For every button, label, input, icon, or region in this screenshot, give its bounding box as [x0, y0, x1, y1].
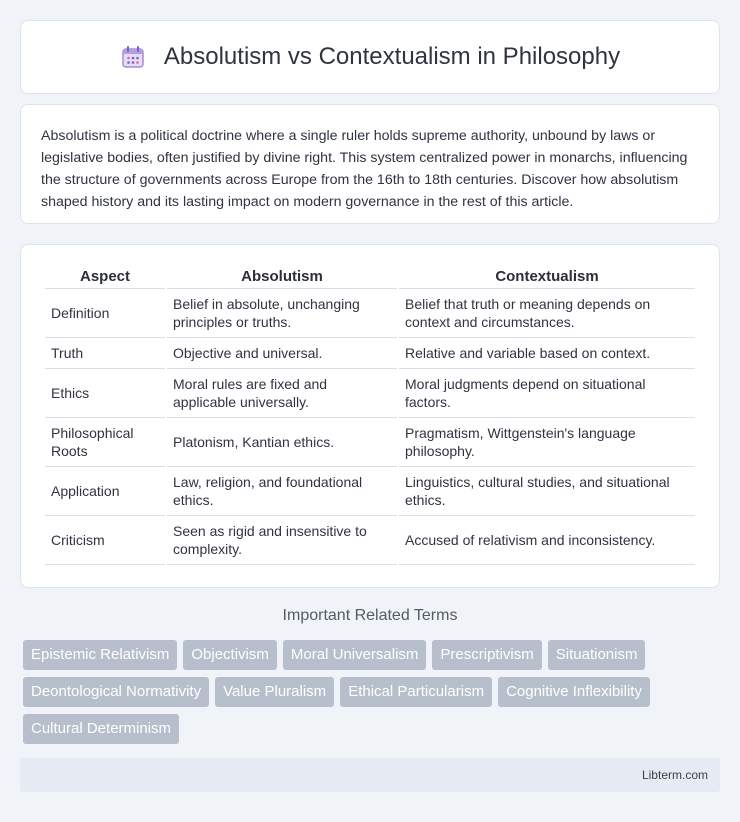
related-term-tag[interactable]: Cultural Determinism — [23, 714, 179, 744]
related-term-tag[interactable]: Objectivism — [183, 640, 277, 670]
cell-contextualism: Accused of relativism and inconsistency. — [399, 516, 695, 565]
cell-contextualism: Belief that truth or meaning depends on context and circumstances. — [399, 289, 695, 338]
related-terms-list — [23, 640, 723, 744]
related-term-tag[interactable]: Value Pluralism — [215, 677, 334, 707]
header-absolutism: Absolutism — [167, 265, 397, 289]
footer-site-link[interactable]: Libterm.com — [641, 768, 708, 782]
header-contextualism: Contextualism — [399, 265, 695, 289]
cell-absolutism: Law, religion, and foundational ethics. — [167, 467, 397, 516]
intro-card — [20, 104, 720, 224]
cell-contextualism: Pragmatism, Wittgenstein's language philosophy. — [399, 418, 695, 467]
cell-aspect: Definition — [45, 289, 165, 338]
cell-aspect: Ethics — [45, 369, 165, 418]
table-row — [45, 418, 695, 467]
cell-aspect: Philosophical Roots — [45, 418, 165, 467]
intro-text: Absolutism is a political doctrine where a single ruler holds supreme authority, unbound by laws or legislative bodies, often justified by divine right. This system centralized power in monarchs, influencing the structure of governments across Europe from the 16th to 18th centuries. Discover how absolutism shaped history and its lasting impact on modern governance in the rest of this article. — [41, 128, 688, 210]
related-term-tag[interactable]: Prescriptivism — [432, 640, 541, 670]
related-term-tag[interactable]: Epistemic Relativism — [23, 640, 177, 670]
table-header-row — [45, 265, 695, 289]
cell-aspect: Application — [45, 467, 165, 516]
cell-contextualism: Linguistics, cultural studies, and situational ethics. — [399, 467, 695, 516]
comparison-table — [43, 265, 697, 565]
page-title: Absolutism vs Contextualism in Philosophy — [163, 43, 621, 70]
table-row — [45, 369, 695, 418]
cell-absolutism: Objective and universal. — [167, 338, 397, 369]
related-term-tag[interactable]: Deontological Normativity — [23, 677, 209, 707]
related-term-tag[interactable]: Cognitive Inflexibility — [498, 677, 650, 707]
footer — [20, 758, 720, 792]
cell-contextualism: Relative and variable based on context. — [399, 338, 695, 369]
cell-absolutism: Belief in absolute, unchanging principles or truths. — [167, 289, 397, 338]
related-term-tag[interactable]: Situationism — [548, 640, 646, 670]
calendar-icon — [120, 44, 146, 70]
comparison-table-card — [20, 244, 720, 588]
related-term-tag[interactable]: Moral Universalism — [283, 640, 427, 670]
cell-absolutism: Platonism, Kantian ethics. — [167, 418, 397, 467]
table-row — [45, 467, 695, 516]
cell-absolutism: Seen as rigid and insensitive to complexity. — [167, 516, 397, 565]
table-row — [45, 516, 695, 565]
related-terms-title: Important Related Terms — [282, 607, 458, 624]
cell-absolutism: Moral rules are fixed and applicable universally. — [167, 369, 397, 418]
table-row — [45, 338, 695, 369]
cell-aspect: Truth — [45, 338, 165, 369]
header-aspect: Aspect — [45, 265, 165, 289]
table-row — [45, 289, 695, 338]
cell-contextualism: Moral judgments depend on situational factors. — [399, 369, 695, 418]
cell-aspect: Criticism — [45, 516, 165, 565]
related-term-tag[interactable]: Ethical Particularism — [340, 677, 492, 707]
header-card — [20, 20, 720, 94]
